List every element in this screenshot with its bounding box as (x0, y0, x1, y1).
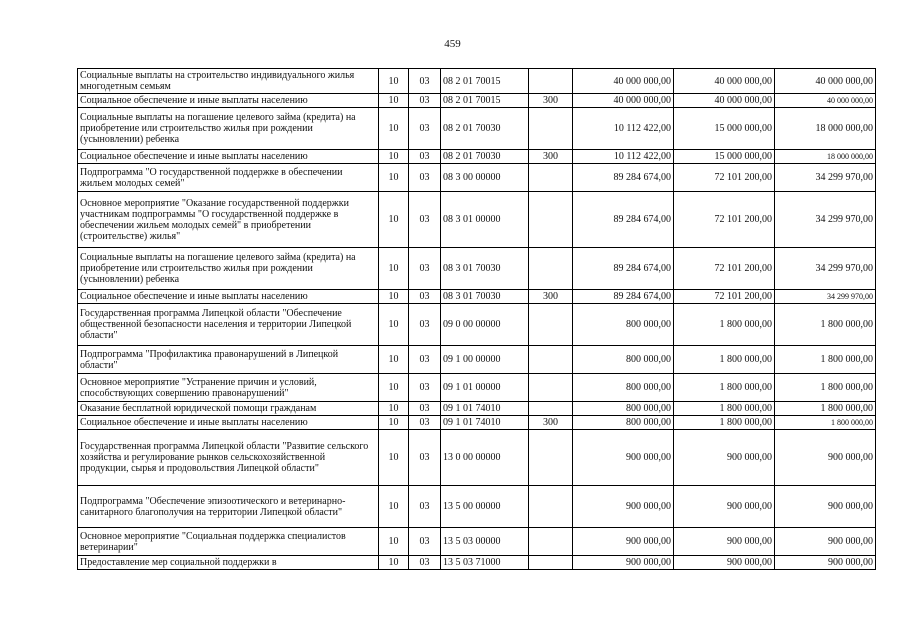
amount-year3-cell: 34 299 970,00 (775, 290, 876, 304)
amount-year1-cell: 89 284 674,00 (573, 248, 674, 290)
amount-year3-cell: 1 800 000,00 (775, 304, 876, 346)
expense-type-cell: 300 (529, 94, 573, 108)
section-cell: 10 (379, 304, 409, 346)
amount-year3-cell: 900 000,00 (775, 528, 876, 556)
row-name-cell: Государственная программа Липецкой области "Обеспечение общественной безопасности населения и территории Липецкой области" (78, 304, 379, 346)
amount-year1-cell: 800 000,00 (573, 402, 674, 416)
section-cell: 10 (379, 528, 409, 556)
table-row (78, 248, 876, 290)
amount-year1-cell: 40 000 000,00 (573, 94, 674, 108)
section-cell: 10 (379, 374, 409, 402)
expense-type-cell: 300 (529, 150, 573, 164)
subsection-cell: 03 (409, 108, 441, 150)
section-cell: 10 (379, 69, 409, 94)
target-code-cell: 09 1 01 74010 (441, 402, 529, 416)
amount-year1-cell: 89 284 674,00 (573, 290, 674, 304)
expense-type-cell: 300 (529, 290, 573, 304)
target-code-cell: 08 2 01 70015 (441, 94, 529, 108)
table-row (78, 556, 876, 570)
amount-year1-cell: 900 000,00 (573, 556, 674, 570)
expense-type-cell (529, 69, 573, 94)
table-row (78, 150, 876, 164)
subsection-cell: 03 (409, 192, 441, 248)
row-name-cell: Подпрограмма "Обеспечение эпизоотического и ветеринарно-санитарного благополучия на территории Липецкой области" (78, 486, 379, 528)
amount-year3-cell: 1 800 000,00 (775, 416, 876, 430)
row-name-cell: Подпрограмма "Профилактика правонарушений в Липецкой области" (78, 346, 379, 374)
row-name-cell: Основное мероприятие "Оказание государственной поддержки участникам подпрограммы "О государственной поддержке в обеспечении жильем молодых семей" в приобретении (строительстве) жилья" (78, 192, 379, 248)
amount-year1-cell: 900 000,00 (573, 528, 674, 556)
section-cell: 10 (379, 164, 409, 192)
target-code-cell: 08 3 00 00000 (441, 164, 529, 192)
section-cell: 10 (379, 430, 409, 486)
amount-year2-cell: 40 000 000,00 (674, 69, 775, 94)
table-body (78, 69, 876, 570)
table-row (78, 402, 876, 416)
amount-year2-cell: 1 800 000,00 (674, 416, 775, 430)
amount-year2-cell: 900 000,00 (674, 486, 775, 528)
amount-year2-cell: 1 800 000,00 (674, 346, 775, 374)
amount-year2-cell: 1 800 000,00 (674, 304, 775, 346)
amount-year1-cell: 900 000,00 (573, 486, 674, 528)
section-cell: 10 (379, 94, 409, 108)
expense-type-cell (529, 486, 573, 528)
amount-year1-cell: 900 000,00 (573, 430, 674, 486)
row-name-cell: Социальные выплаты на строительство индивидуального жилья многодетным семьям (78, 69, 379, 94)
subsection-cell: 03 (409, 430, 441, 486)
target-code-cell: 09 1 01 74010 (441, 416, 529, 430)
subsection-cell: 03 (409, 374, 441, 402)
amount-year3-cell: 34 299 970,00 (775, 248, 876, 290)
expense-type-cell: 300 (529, 416, 573, 430)
amount-year3-cell: 1 800 000,00 (775, 374, 876, 402)
target-code-cell: 13 5 03 00000 (441, 528, 529, 556)
expense-type-cell (529, 164, 573, 192)
target-code-cell: 13 5 03 71000 (441, 556, 529, 570)
row-name-cell: Социальное обеспечение и иные выплаты населению (78, 94, 379, 108)
table-row (78, 108, 876, 150)
row-name-cell: Социальные выплаты на погашение целевого займа (кредита) на приобретение или строительство жилья при рождении (усыновлении) ребенка (78, 108, 379, 150)
amount-year3-cell: 40 000 000,00 (775, 94, 876, 108)
subsection-cell: 03 (409, 402, 441, 416)
section-cell: 10 (379, 486, 409, 528)
table-row (78, 304, 876, 346)
amount-year2-cell: 72 101 200,00 (674, 248, 775, 290)
amount-year3-cell: 1 800 000,00 (775, 346, 876, 374)
subsection-cell: 03 (409, 556, 441, 570)
row-name-cell: Основное мероприятие "Социальная поддержка специалистов ветеринарии" (78, 528, 379, 556)
amount-year1-cell: 10 112 422,00 (573, 108, 674, 150)
section-cell: 10 (379, 248, 409, 290)
expense-type-cell (529, 402, 573, 416)
row-name-cell: Оказание бесплатной юридической помощи гражданам (78, 402, 379, 416)
table-row (78, 290, 876, 304)
target-code-cell: 08 3 01 70030 (441, 248, 529, 290)
table-row (78, 94, 876, 108)
amount-year1-cell: 800 000,00 (573, 416, 674, 430)
amount-year2-cell: 1 800 000,00 (674, 374, 775, 402)
amount-year1-cell: 800 000,00 (573, 304, 674, 346)
amount-year2-cell: 72 101 200,00 (674, 164, 775, 192)
expense-type-cell (529, 374, 573, 402)
section-cell: 10 (379, 346, 409, 374)
amount-year2-cell: 15 000 000,00 (674, 150, 775, 164)
subsection-cell: 03 (409, 486, 441, 528)
subsection-cell: 03 (409, 416, 441, 430)
row-name-cell: Предоставление мер социальной поддержки в (78, 556, 379, 570)
amount-year3-cell: 1 800 000,00 (775, 402, 876, 416)
table-row (78, 374, 876, 402)
subsection-cell: 03 (409, 150, 441, 164)
subsection-cell: 03 (409, 69, 441, 94)
expense-type-cell (529, 346, 573, 374)
budget-table (77, 68, 876, 570)
expense-type-cell (529, 528, 573, 556)
subsection-cell: 03 (409, 346, 441, 374)
section-cell: 10 (379, 192, 409, 248)
expense-type-cell (529, 248, 573, 290)
table-row (78, 164, 876, 192)
amount-year1-cell: 800 000,00 (573, 374, 674, 402)
section-cell: 10 (379, 556, 409, 570)
section-cell: 10 (379, 416, 409, 430)
amount-year2-cell: 15 000 000,00 (674, 108, 775, 150)
expense-type-cell (529, 192, 573, 248)
expense-type-cell (529, 430, 573, 486)
amount-year3-cell: 34 299 970,00 (775, 192, 876, 248)
amount-year2-cell: 900 000,00 (674, 430, 775, 486)
table-row (78, 69, 876, 94)
target-code-cell: 09 1 00 00000 (441, 346, 529, 374)
row-name-cell: Социальное обеспечение и иные выплаты населению (78, 150, 379, 164)
amount-year3-cell: 18 000 000,00 (775, 108, 876, 150)
row-name-cell: Социальное обеспечение и иные выплаты населению (78, 416, 379, 430)
target-code-cell: 08 3 01 70030 (441, 290, 529, 304)
target-code-cell: 13 5 00 00000 (441, 486, 529, 528)
section-cell: 10 (379, 108, 409, 150)
target-code-cell: 09 1 01 00000 (441, 374, 529, 402)
section-cell: 10 (379, 402, 409, 416)
table-row (78, 486, 876, 528)
expense-type-cell (529, 108, 573, 150)
amount-year3-cell: 18 000 000,00 (775, 150, 876, 164)
amount-year3-cell: 900 000,00 (775, 486, 876, 528)
amount-year3-cell: 900 000,00 (775, 556, 876, 570)
amount-year1-cell: 89 284 674,00 (573, 192, 674, 248)
page-number: 459 (444, 38, 461, 50)
amount-year2-cell: 40 000 000,00 (674, 94, 775, 108)
target-code-cell: 08 2 01 70030 (441, 108, 529, 150)
amount-year1-cell: 40 000 000,00 (573, 69, 674, 94)
subsection-cell: 03 (409, 164, 441, 192)
amount-year3-cell: 34 299 970,00 (775, 164, 876, 192)
subsection-cell: 03 (409, 528, 441, 556)
table-row (78, 192, 876, 248)
subsection-cell: 03 (409, 94, 441, 108)
row-name-cell: Подпрограмма "О государственной поддержке в обеспечении жильем молодых семей" (78, 164, 379, 192)
row-name-cell: Социальные выплаты на погашение целевого займа (кредита) на приобретение или строительство жилья при рождении (усыновлении) ребенка (78, 248, 379, 290)
amount-year1-cell: 10 112 422,00 (573, 150, 674, 164)
subsection-cell: 03 (409, 248, 441, 290)
section-cell: 10 (379, 150, 409, 164)
amount-year2-cell: 72 101 200,00 (674, 290, 775, 304)
expense-type-cell (529, 304, 573, 346)
target-code-cell: 08 2 01 70015 (441, 69, 529, 94)
amount-year2-cell: 72 101 200,00 (674, 192, 775, 248)
amount-year3-cell: 900 000,00 (775, 430, 876, 486)
table-row (78, 430, 876, 486)
subsection-cell: 03 (409, 290, 441, 304)
amount-year1-cell: 800 000,00 (573, 346, 674, 374)
target-code-cell: 13 0 00 00000 (441, 430, 529, 486)
subsection-cell: 03 (409, 304, 441, 346)
target-code-cell: 08 3 01 00000 (441, 192, 529, 248)
target-code-cell: 08 2 01 70030 (441, 150, 529, 164)
amount-year2-cell: 900 000,00 (674, 556, 775, 570)
row-name-cell: Основное мероприятие "Устранение причин и условий, способствующих совершению правонарушений" (78, 374, 379, 402)
target-code-cell: 09 0 00 00000 (441, 304, 529, 346)
table-row (78, 346, 876, 374)
amount-year3-cell: 40 000 000,00 (775, 69, 876, 94)
table-row (78, 416, 876, 430)
amount-year2-cell: 1 800 000,00 (674, 402, 775, 416)
section-cell: 10 (379, 290, 409, 304)
table-row (78, 528, 876, 556)
amount-year1-cell: 89 284 674,00 (573, 164, 674, 192)
expense-type-cell (529, 556, 573, 570)
row-name-cell: Государственная программа Липецкой области "Развитие сельского хозяйства и регулирование рынков сельскохозяйственной продукции, сырья и продовольствия Липецкой области" (78, 430, 379, 486)
amount-year2-cell: 900 000,00 (674, 528, 775, 556)
row-name-cell: Социальное обеспечение и иные выплаты населению (78, 290, 379, 304)
